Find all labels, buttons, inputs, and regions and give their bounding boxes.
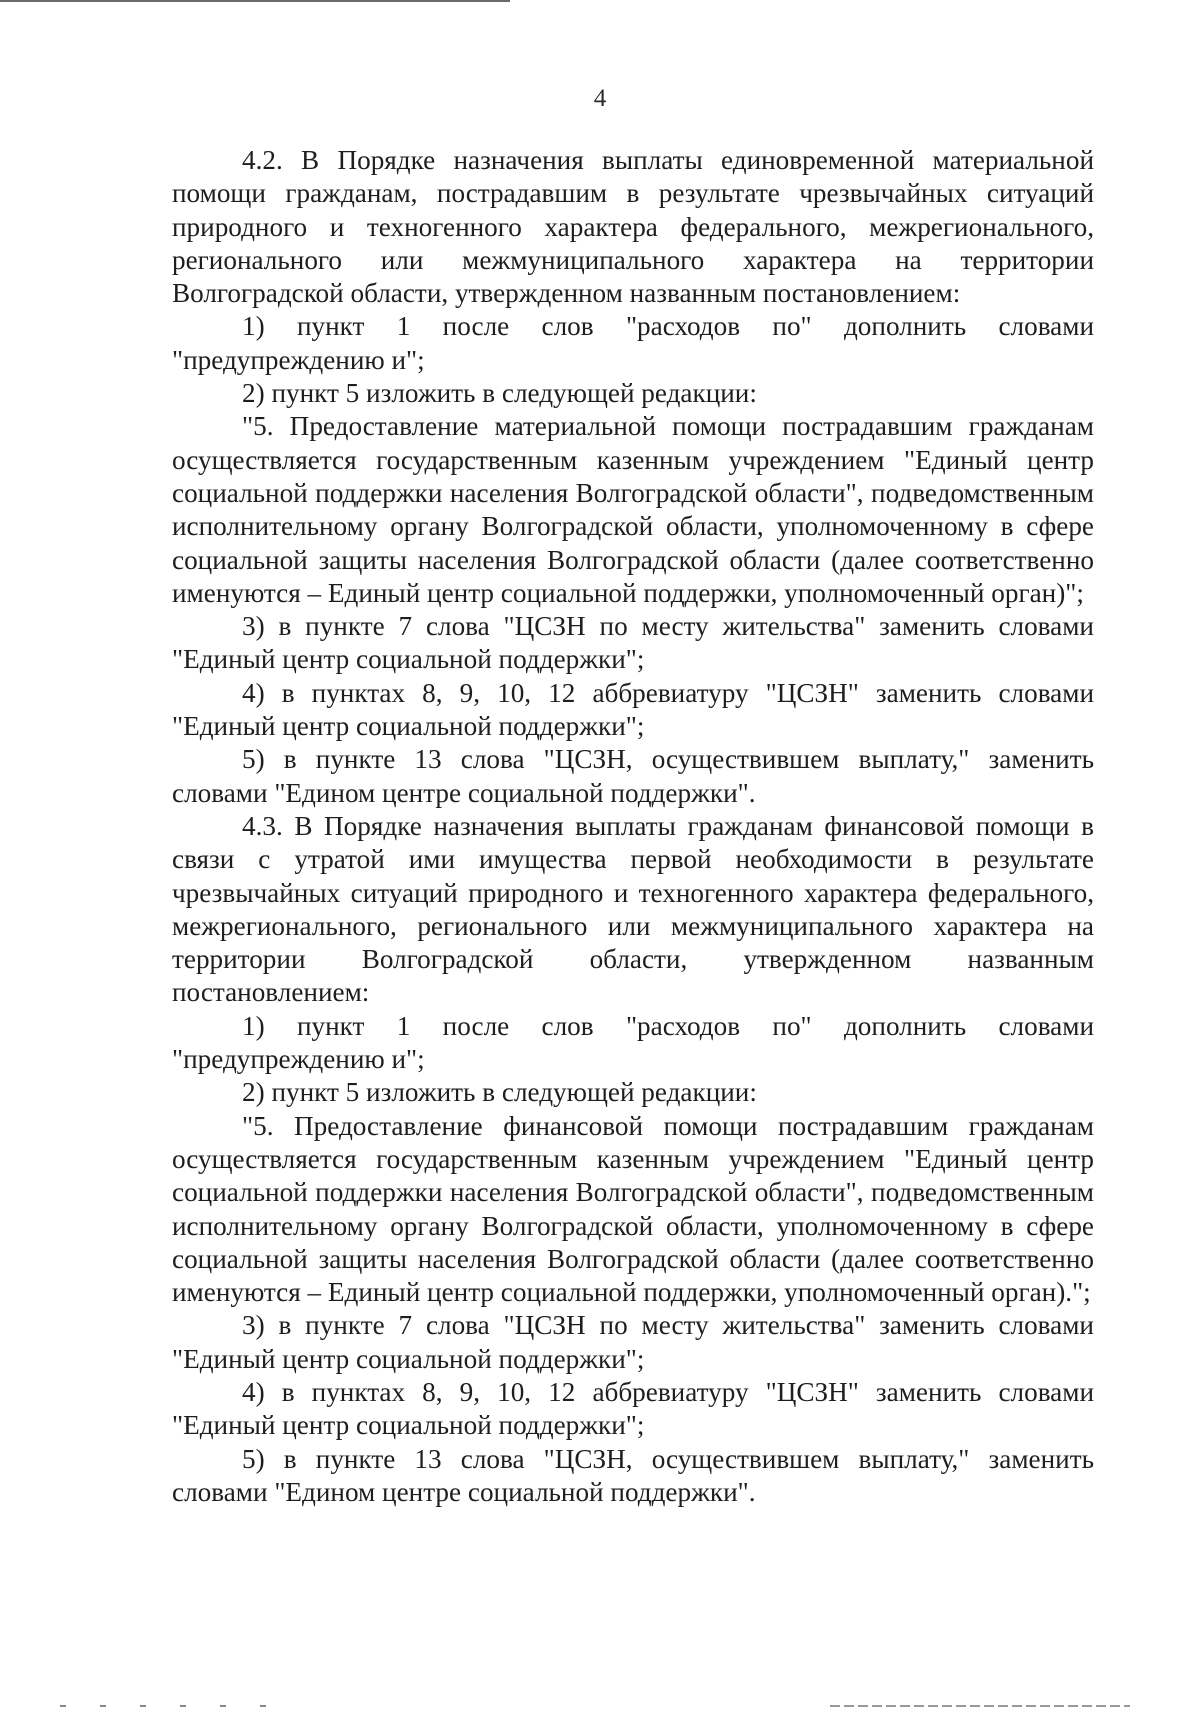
paragraph-4-3-item-4: 4) в пунктах 8, 9, 10, 12 аббревиатуру "ЦСЗН" заменить словами "Единый центр социальной поддержки"; [172, 1376, 1094, 1441]
paragraph-4-3-item-2-text: "5. Предоставление финансовой помощи пострадавшим гражданам осуществляется государственным казенным учреждением "Единый центр социальной поддержки населения Волгоградской области", подведомственным исполнительному органу Волгоградской области, уполномоченному в сфере социальной защиты населения Волгоградской области (далее соответственно именуются – Единый центр социальной поддержки, уполномоченный орган)."; [172, 1110, 1094, 1308]
scan-edge-mark-bottom-right [830, 1705, 1130, 1707]
paragraph-4-3-item-5: 5) в пункте 13 слова "ЦСЗН, осуществившем выплату," заменить словами "Едином центре социальной поддержки". [172, 1443, 1094, 1507]
paragraph-4-3-item-1: 1) пункт 1 после слов "расходов по" дополнить словами "предупреждению и"; [172, 1010, 1094, 1075]
paragraph-4-2-item-2: 2) пункт 5 изложить в следующей редакции: [242, 378, 757, 409]
page-number: 4 [593, 85, 607, 112]
paragraph-4-2-item-1: 1) пункт 1 после слов "расходов по" дополнить словами "предупреждению и"; [172, 311, 1094, 375]
paragraph-4-2-intro: 4.2. В Порядке назначения выплаты единовременной материальной помощи гражданам, пострадавшим в результате чрезвычайных ситуаций природного и техногенного характера федерального, межрегионального, регионального или межмуниципального характера на территории Волгоградской области, утвержденном названным постановлением: [172, 145, 1094, 309]
paragraph-4-2-item-3: 3) в пункте 7 слова "ЦСЗН по месту жительства" заменить словами "Единый центр социальной поддержки"; [172, 611, 1094, 675]
paragraph-4-2-item-4: 4) в пунктах 8, 9, 10, 12 аббревиатуру "ЦСЗН" заменить словами "Единый центр социальной поддержки"; [172, 677, 1094, 742]
paragraph-4-3-intro: 4.3. В Порядке назначения выплаты гражданам финансовой помощи в связи с утратой ими имущества первой необходимости в результате чрезвычайных ситуаций природного и техногенного характера федерального, межрегионального, регионального или межмуниципального характера на территории Волгоградской области, утвержденном названным постановлением: [172, 810, 1094, 1008]
document-body [172, 144, 1094, 1509]
paragraph-4-3-item-3: 3) в пункте 7 слова "ЦСЗН по месту жительства" заменить словами "Единый центр социальной поддержки"; [172, 1310, 1094, 1374]
paragraph-4-2-item-2-text: "5. Предоставление материальной помощи пострадавшим гражданам осуществляется государственным казенным учреждением "Единый центр социальной поддержки населения Волгоградской области", подведомственным исполнительному органу Волгоградской области, уполномоченному в сфере социальной защиты населения Волгоградской области (далее соответственно именуются – Единый центр социальной поддержки, уполномоченный орган)"; [172, 411, 1094, 608]
paragraph-4-2-item-5: 5) в пункте 13 слова "ЦСЗН, осуществившем выплату," заменить словами "Едином центре социальной поддержки". [172, 744, 1094, 808]
scan-edge-mark-bottom-left [60, 1705, 280, 1707]
paragraph-4-3-item-2: 2) пункт 5 изложить в следующей редакции: [242, 1077, 757, 1108]
scan-edge-mark-top [0, 0, 510, 2]
